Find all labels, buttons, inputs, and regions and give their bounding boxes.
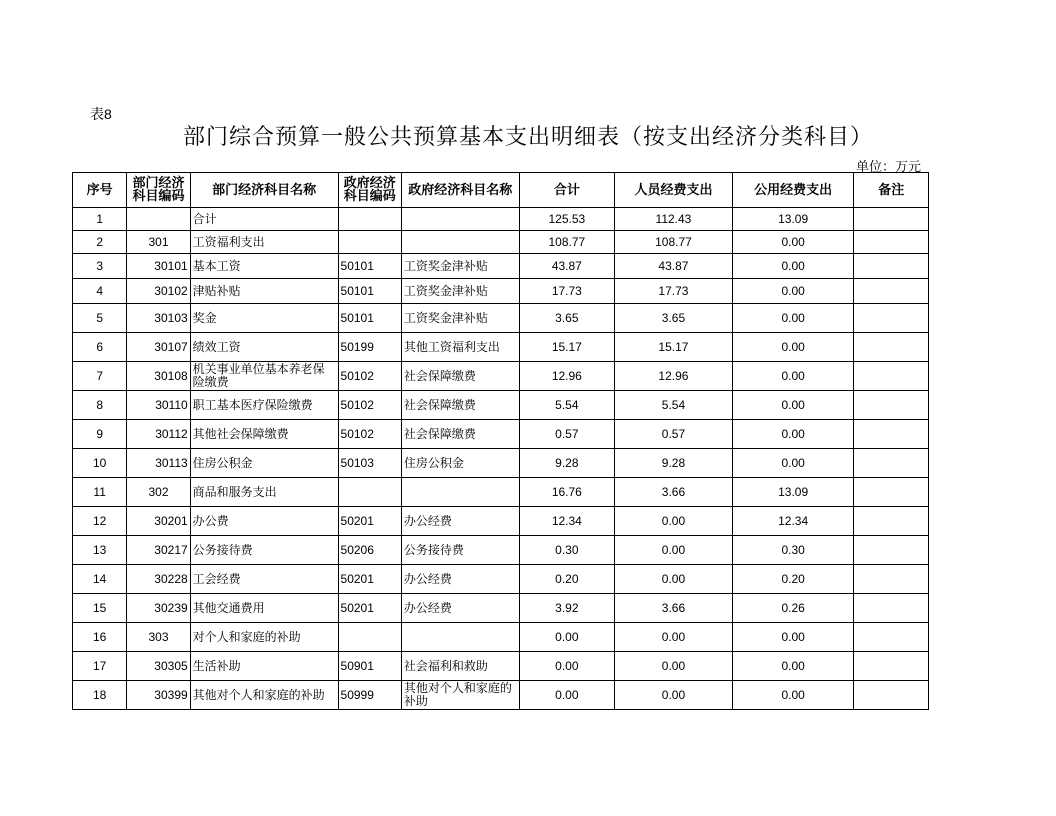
cell-remark — [854, 208, 929, 231]
cell-personnel: 108.77 — [615, 231, 733, 254]
table-row — [73, 478, 929, 507]
cell-dept-code: 30228 — [127, 565, 190, 594]
expenditure-detail-table — [72, 172, 929, 710]
cell-seq: 9 — [73, 420, 127, 449]
cell-dept-name: 津贴补贴 — [190, 279, 338, 304]
table-row — [73, 304, 929, 333]
cell-dept-name: 办公费 — [190, 507, 338, 536]
cell-total: 0.57 — [519, 420, 615, 449]
header-public: 公用经费支出 — [732, 173, 854, 208]
header-seq: 序号 — [73, 173, 127, 208]
header-personnel: 人员经费支出 — [615, 173, 733, 208]
cell-remark — [854, 333, 929, 362]
cell-public: 0.20 — [732, 565, 854, 594]
cell-total: 5.54 — [519, 391, 615, 420]
cell-seq: 5 — [73, 304, 127, 333]
cell-public: 0.00 — [732, 362, 854, 391]
header-total: 合计 — [519, 173, 615, 208]
cell-gov-code — [338, 231, 401, 254]
cell-personnel: 15.17 — [615, 333, 733, 362]
cell-total: 17.73 — [519, 279, 615, 304]
cell-dept-name: 机关事业单位基本养老保险缴费 — [190, 362, 338, 391]
cell-total: 0.20 — [519, 565, 615, 594]
cell-seq: 4 — [73, 279, 127, 304]
cell-personnel: 9.28 — [615, 449, 733, 478]
cell-public: 0.00 — [732, 449, 854, 478]
cell-personnel: 0.00 — [615, 507, 733, 536]
cell-gov-name: 住房公积金 — [401, 449, 519, 478]
cell-public: 0.00 — [732, 279, 854, 304]
cell-seq: 1 — [73, 208, 127, 231]
cell-dept-code: 30108 — [127, 362, 190, 391]
cell-total: 0.00 — [519, 681, 615, 710]
cell-dept-name: 对个人和家庭的补助 — [190, 623, 338, 652]
cell-remark — [854, 362, 929, 391]
table-body — [73, 208, 929, 710]
cell-dept-name: 职工基本医疗保险缴费 — [190, 391, 338, 420]
cell-dept-code: 30102 — [127, 279, 190, 304]
cell-dept-code: 30112 — [127, 420, 190, 449]
page-title: 部门综合预算一般公共预算基本支出明细表（按支出经济分类科目） — [182, 125, 873, 150]
cell-gov-name: 其他工资福利支出 — [401, 333, 519, 362]
table-row — [73, 333, 929, 362]
cell-dept-code: 303 — [127, 623, 190, 652]
cell-public: 12.34 — [732, 507, 854, 536]
cell-dept-name: 基本工资 — [190, 254, 338, 279]
cell-gov-code: 50199 — [338, 333, 401, 362]
cell-gov-name: 办公经费 — [401, 594, 519, 623]
cell-dept-name: 商品和服务支出 — [190, 478, 338, 507]
cell-public: 0.30 — [732, 536, 854, 565]
table-row — [73, 420, 929, 449]
cell-dept-name: 合计 — [190, 208, 338, 231]
header-dept-code: 部门经济科目编码 — [127, 173, 190, 208]
cell-dept-name: 其他对个人和家庭的补助 — [190, 681, 338, 710]
cell-gov-name: 工资奖金津补贴 — [401, 279, 519, 304]
cell-dept-name: 住房公积金 — [190, 449, 338, 478]
cell-gov-code — [338, 623, 401, 652]
table-row — [73, 254, 929, 279]
cell-seq: 7 — [73, 362, 127, 391]
cell-personnel: 12.96 — [615, 362, 733, 391]
cell-dept-code: 30101 — [127, 254, 190, 279]
cell-dept-name: 工资福利支出 — [190, 231, 338, 254]
header-gov-name: 政府经济科目名称 — [401, 173, 519, 208]
cell-gov-code: 50901 — [338, 652, 401, 681]
table-row — [73, 594, 929, 623]
cell-gov-name — [401, 231, 519, 254]
cell-total: 16.76 — [519, 478, 615, 507]
cell-public: 0.00 — [732, 681, 854, 710]
cell-dept-name: 生活补助 — [190, 652, 338, 681]
cell-total: 15.17 — [519, 333, 615, 362]
table-row — [73, 507, 929, 536]
cell-remark — [854, 449, 929, 478]
cell-remark — [854, 565, 929, 594]
cell-dept-code — [127, 208, 190, 231]
cell-gov-code: 50102 — [338, 391, 401, 420]
cell-dept-code: 301 — [127, 231, 190, 254]
cell-personnel: 0.57 — [615, 420, 733, 449]
cell-total: 125.53 — [519, 208, 615, 231]
cell-gov-name: 工资奖金津补贴 — [401, 304, 519, 333]
cell-dept-code: 30217 — [127, 536, 190, 565]
table-row — [73, 449, 929, 478]
cell-gov-code: 50999 — [338, 681, 401, 710]
cell-public: 0.26 — [732, 594, 854, 623]
cell-gov-name: 办公经费 — [401, 565, 519, 594]
cell-public: 0.00 — [732, 420, 854, 449]
cell-dept-code: 30113 — [127, 449, 190, 478]
cell-total: 12.96 — [519, 362, 615, 391]
cell-public: 0.00 — [732, 333, 854, 362]
cell-dept-name: 工会经费 — [190, 565, 338, 594]
cell-dept-code: 302 — [127, 478, 190, 507]
cell-total: 3.65 — [519, 304, 615, 333]
unit-label: 单位：万元 — [856, 160, 922, 175]
cell-seq: 3 — [73, 254, 127, 279]
cell-gov-name: 社会保障缴费 — [401, 391, 519, 420]
cell-personnel: 3.66 — [615, 478, 733, 507]
cell-gov-name: 社会保障缴费 — [401, 420, 519, 449]
cell-personnel: 43.87 — [615, 254, 733, 279]
cell-gov-name: 办公经费 — [401, 507, 519, 536]
cell-gov-name: 其他对个人和家庭的补助 — [401, 681, 519, 710]
cell-gov-code: 50102 — [338, 420, 401, 449]
cell-seq: 18 — [73, 681, 127, 710]
cell-gov-name — [401, 208, 519, 231]
cell-gov-code: 50201 — [338, 594, 401, 623]
cell-gov-code: 50101 — [338, 279, 401, 304]
cell-gov-name: 公务接待费 — [401, 536, 519, 565]
cell-gov-name: 社会保障缴费 — [401, 362, 519, 391]
table-row — [73, 391, 929, 420]
cell-total: 0.00 — [519, 652, 615, 681]
table-row — [73, 681, 929, 710]
table-row — [73, 362, 929, 391]
cell-public: 0.00 — [732, 254, 854, 279]
cell-dept-name: 其他社会保障缴费 — [190, 420, 338, 449]
cell-seq: 12 — [73, 507, 127, 536]
cell-gov-code: 50201 — [338, 565, 401, 594]
cell-gov-code — [338, 478, 401, 507]
cell-public: 13.09 — [732, 478, 854, 507]
cell-gov-code: 50206 — [338, 536, 401, 565]
cell-remark — [854, 623, 929, 652]
cell-seq: 6 — [73, 333, 127, 362]
cell-seq: 8 — [73, 391, 127, 420]
cell-seq: 2 — [73, 231, 127, 254]
cell-personnel: 0.00 — [615, 565, 733, 594]
cell-gov-code: 50201 — [338, 507, 401, 536]
cell-remark — [854, 652, 929, 681]
table-number-label: 表8 — [90, 106, 112, 122]
cell-total: 0.30 — [519, 536, 615, 565]
table-row — [73, 652, 929, 681]
cell-seq: 11 — [73, 478, 127, 507]
cell-dept-code: 30399 — [127, 681, 190, 710]
cell-remark — [854, 420, 929, 449]
table-row — [73, 231, 929, 254]
cell-dept-code: 30305 — [127, 652, 190, 681]
cell-gov-code: 50101 — [338, 254, 401, 279]
cell-dept-name: 绩效工资 — [190, 333, 338, 362]
header-dept-name: 部门经济科目名称 — [190, 173, 338, 208]
cell-dept-code: 30103 — [127, 304, 190, 333]
cell-personnel: 0.00 — [615, 681, 733, 710]
cell-remark — [854, 681, 929, 710]
cell-personnel: 0.00 — [615, 536, 733, 565]
cell-gov-code: 50102 — [338, 362, 401, 391]
cell-remark — [854, 507, 929, 536]
header-remark: 备注 — [854, 173, 929, 208]
cell-dept-name: 公务接待费 — [190, 536, 338, 565]
table-row — [73, 536, 929, 565]
cell-remark — [854, 594, 929, 623]
cell-remark — [854, 478, 929, 507]
cell-remark — [854, 231, 929, 254]
cell-public: 0.00 — [732, 231, 854, 254]
cell-public: 0.00 — [732, 391, 854, 420]
cell-public: 0.00 — [732, 623, 854, 652]
table-row — [73, 208, 929, 231]
cell-seq: 10 — [73, 449, 127, 478]
cell-total: 0.00 — [519, 623, 615, 652]
cell-seq: 15 — [73, 594, 127, 623]
cell-gov-code: 50103 — [338, 449, 401, 478]
cell-personnel: 17.73 — [615, 279, 733, 304]
header-row — [73, 173, 929, 208]
cell-dept-code: 30201 — [127, 507, 190, 536]
cell-gov-code — [338, 208, 401, 231]
cell-remark — [854, 391, 929, 420]
cell-personnel: 3.66 — [615, 594, 733, 623]
cell-dept-name: 奖金 — [190, 304, 338, 333]
cell-total: 12.34 — [519, 507, 615, 536]
cell-public: 0.00 — [732, 304, 854, 333]
cell-total: 43.87 — [519, 254, 615, 279]
cell-seq: 13 — [73, 536, 127, 565]
cell-total: 108.77 — [519, 231, 615, 254]
table-row — [73, 565, 929, 594]
cell-seq: 14 — [73, 565, 127, 594]
table-row — [73, 623, 929, 652]
cell-gov-name: 工资奖金津补贴 — [401, 254, 519, 279]
cell-gov-code: 50101 — [338, 304, 401, 333]
cell-public: 13.09 — [732, 208, 854, 231]
cell-personnel: 112.43 — [615, 208, 733, 231]
cell-gov-name — [401, 478, 519, 507]
cell-remark — [854, 304, 929, 333]
cell-remark — [854, 254, 929, 279]
cell-gov-name: 社会福利和救助 — [401, 652, 519, 681]
cell-dept-code: 30107 — [127, 333, 190, 362]
cell-seq: 16 — [73, 623, 127, 652]
cell-personnel: 3.65 — [615, 304, 733, 333]
cell-personnel: 0.00 — [615, 623, 733, 652]
cell-gov-name — [401, 623, 519, 652]
cell-remark — [854, 279, 929, 304]
cell-seq: 17 — [73, 652, 127, 681]
cell-dept-code: 30110 — [127, 391, 190, 420]
table-row — [73, 279, 929, 304]
cell-public: 0.00 — [732, 652, 854, 681]
cell-personnel: 0.00 — [615, 652, 733, 681]
header-gov-code: 政府经济科目编码 — [338, 173, 401, 208]
cell-personnel: 5.54 — [615, 391, 733, 420]
cell-dept-code: 30239 — [127, 594, 190, 623]
cell-remark — [854, 536, 929, 565]
cell-dept-name: 其他交通费用 — [190, 594, 338, 623]
cell-total: 9.28 — [519, 449, 615, 478]
cell-total: 3.92 — [519, 594, 615, 623]
